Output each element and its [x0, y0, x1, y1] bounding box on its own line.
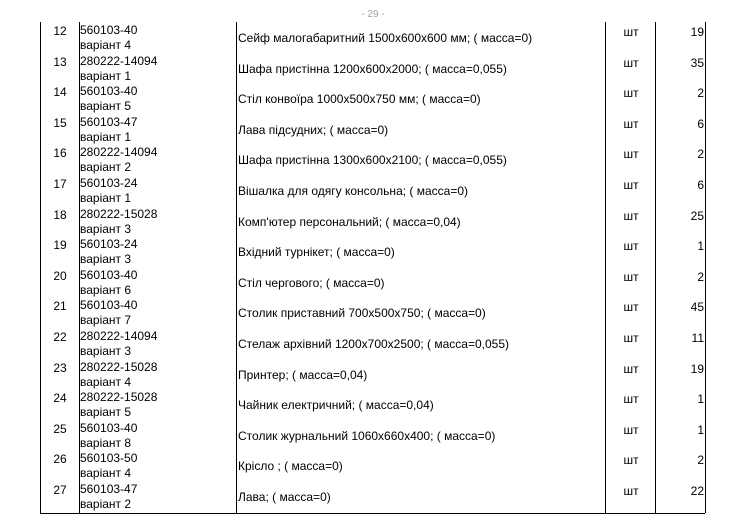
item-unit: шт — [623, 208, 639, 223]
item-variant: варіант 5 — [80, 99, 132, 114]
item-unit: шт — [623, 25, 639, 39]
item-name: Крісло ; ( масса=0) — [238, 459, 343, 474]
row-number: 27 — [53, 483, 67, 497]
row-number: 18 — [53, 207, 67, 222]
item-code-cell — [80, 359, 236, 391]
item-name: Принтер; ( масса=0,04) — [238, 367, 368, 382]
item-unit: шт — [623, 239, 639, 254]
item-name: Столик приставний 700x500x750; ( масса=0) — [238, 306, 486, 321]
item-code: 280222-14094 — [80, 329, 158, 343]
item-code-cell — [80, 114, 236, 146]
item-quantity: 1 — [697, 422, 704, 437]
item-quantity: 19 — [690, 361, 704, 376]
item-code-cell — [80, 420, 236, 452]
item-variant: варіант 7 — [80, 313, 132, 328]
table-row — [41, 450, 705, 481]
row-number: 22 — [53, 330, 67, 344]
row-number: 25 — [53, 421, 67, 436]
item-unit: шт — [623, 484, 639, 498]
item-code-cell — [80, 236, 236, 268]
item-code-cell — [80, 22, 236, 54]
row-number: 14 — [53, 85, 67, 100]
item-variant: варіант 3 — [80, 221, 132, 236]
item-code-cell — [80, 83, 236, 115]
item-code: 280222-15028 — [80, 206, 158, 221]
row-number: 20 — [53, 268, 67, 283]
item-code-cell — [80, 450, 236, 482]
item-variant: варіант 3 — [80, 252, 132, 267]
table-row — [41, 175, 705, 206]
page-number: - 29 - — [361, 9, 385, 20]
row-number: 19 — [53, 238, 67, 253]
table-row — [41, 481, 705, 512]
item-code: 560103-50 — [80, 451, 138, 466]
item-unit: шт — [623, 55, 639, 70]
item-name: Шафа пристінна 1200x600x2000; ( масса=0,055) — [238, 61, 507, 76]
row-number: 21 — [53, 299, 67, 314]
row-number: 26 — [53, 452, 67, 467]
item-name: Вішалка для одягу консольна; ( масса=0) — [238, 184, 469, 198]
item-variant: варіант 4 — [80, 374, 132, 389]
item-unit: шт — [623, 116, 639, 131]
row-number: 23 — [53, 360, 67, 375]
item-quantity: 6 — [697, 178, 704, 192]
item-code: 560103-47 — [80, 482, 138, 496]
table-row — [41, 389, 705, 420]
row-number: 15 — [53, 115, 67, 130]
item-code: 560103-24 — [80, 176, 138, 190]
item-variant: варіант 4 — [80, 466, 132, 481]
item-name: Шафа пристінна 1300x600x2100; ( масса=0,055) — [238, 153, 507, 168]
item-variant: варіант 8 — [80, 435, 132, 450]
specification-table — [40, 22, 705, 514]
item-code-cell — [80, 175, 236, 207]
item-quantity: 22 — [690, 484, 704, 498]
item-quantity: 1 — [697, 239, 704, 254]
item-quantity: 2 — [697, 453, 704, 468]
item-variant: варіант 1 — [80, 68, 132, 83]
item-code-cell — [80, 144, 236, 176]
item-code: 560103-47 — [80, 114, 138, 129]
item-variant: варіант 1 — [80, 129, 132, 144]
item-unit: шт — [623, 453, 639, 468]
item-code: 560103-24 — [80, 237, 138, 252]
item-code: 560103-40 — [80, 84, 138, 99]
item-code: 560103-40 — [80, 420, 138, 435]
item-code-cell — [80, 297, 236, 329]
item-code: 280222-15028 — [80, 359, 158, 374]
item-unit: шт — [623, 392, 639, 407]
table-row — [41, 144, 705, 175]
item-variant: варіант 4 — [80, 38, 132, 52]
item-unit: шт — [623, 331, 639, 345]
table-row — [41, 420, 705, 451]
item-name: Стіл конвоїра 1000x500x750 мм; ( масса=0) — [238, 92, 481, 107]
row-number: 24 — [53, 391, 67, 406]
item-quantity: 6 — [697, 116, 704, 131]
item-code-cell — [80, 328, 236, 360]
row-number: 12 — [53, 24, 67, 38]
item-quantity: 19 — [690, 25, 704, 39]
item-quantity: 11 — [691, 331, 704, 345]
item-variant: варіант 1 — [80, 191, 132, 205]
item-code-cell — [80, 389, 236, 421]
item-name: Чайник електричний; ( масса=0,04) — [238, 398, 434, 413]
table-row — [41, 236, 705, 267]
item-quantity: 1 — [697, 392, 704, 407]
item-name: Стелаж архівний 1200x700x2500; ( масса=0,055) — [238, 337, 510, 351]
item-quantity: 25 — [690, 208, 704, 223]
item-unit: шт — [623, 178, 639, 192]
item-unit: шт — [623, 361, 639, 376]
row-number: 17 — [53, 177, 67, 191]
table-row — [41, 328, 705, 359]
item-name: Комп'ютер персональний; ( масса=0,04) — [238, 214, 461, 229]
item-unit: шт — [623, 422, 639, 437]
item-code: 280222-14094 — [80, 145, 158, 160]
column-divider — [705, 22, 706, 513]
item-code-cell — [80, 53, 236, 85]
item-quantity: 45 — [690, 300, 704, 315]
row-number: 13 — [53, 54, 67, 69]
table-row — [41, 114, 705, 145]
item-code: 560103-40 — [80, 267, 138, 282]
item-code: 560103-40 — [80, 298, 138, 313]
item-quantity: 2 — [697, 269, 704, 284]
item-name: Лава; ( масса=0) — [238, 490, 331, 504]
item-unit: шт — [623, 300, 639, 315]
item-name: Сейф малогабаритний 1500x600x600 мм; ( масса=0) — [238, 31, 533, 45]
item-unit: шт — [623, 86, 639, 101]
item-quantity: 2 — [697, 86, 704, 101]
item-variant: варіант 3 — [80, 344, 132, 358]
item-variant: варіант 5 — [80, 405, 132, 420]
item-name: Вхідний турнікет; ( масса=0) — [238, 245, 395, 260]
row-number: 16 — [53, 146, 67, 161]
item-code-cell — [80, 206, 236, 238]
table-row — [41, 83, 705, 114]
table-row — [41, 359, 705, 390]
item-quantity: 2 — [697, 147, 704, 162]
item-quantity: 35 — [690, 55, 704, 70]
table-row — [41, 53, 705, 84]
table-row — [41, 22, 705, 53]
item-name: Стіл чергового; ( масса=0) — [238, 275, 385, 290]
item-unit: шт — [623, 269, 639, 284]
item-code-cell — [80, 267, 236, 299]
item-code-cell — [80, 481, 236, 513]
item-name: Лава підсудних; ( масса=0) — [238, 122, 389, 137]
item-code: 280222-14094 — [80, 53, 158, 68]
item-variant: варіант 2 — [80, 160, 132, 175]
item-variant: варіант 6 — [80, 282, 132, 297]
table-row — [41, 206, 705, 237]
table-row — [41, 267, 705, 298]
item-unit: шт — [623, 147, 639, 162]
item-code: 560103-40 — [80, 23, 138, 37]
item-name: Столик журнальний 1060x660x400; ( масса=0) — [238, 428, 496, 443]
table-row — [41, 297, 705, 328]
item-code: 280222-15028 — [80, 390, 158, 405]
item-variant: варіант 2 — [80, 497, 132, 511]
